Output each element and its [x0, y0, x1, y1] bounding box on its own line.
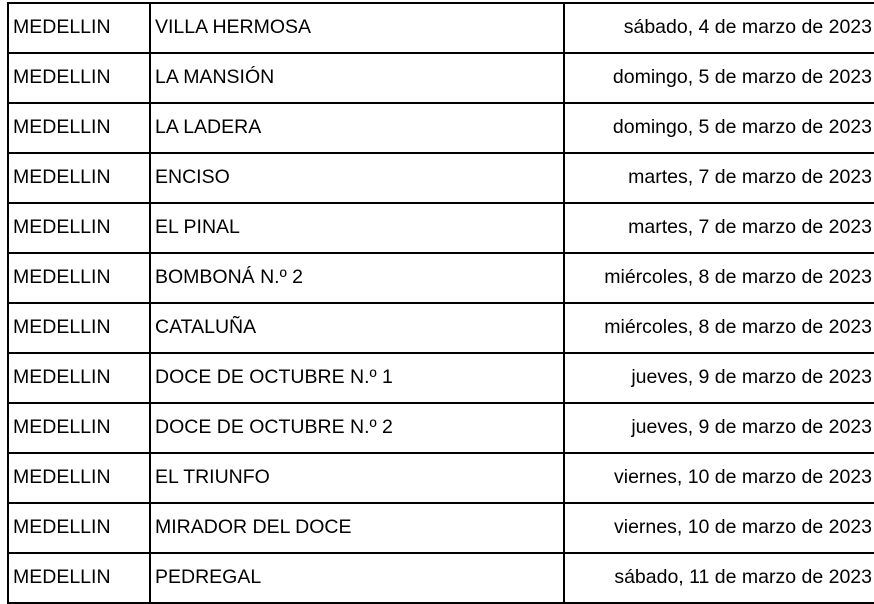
city-cell[interactable]: MEDELLIN: [8, 203, 150, 253]
table-row: [8, 403, 874, 453]
date-cell[interactable]: jueves, 9 de marzo de 2023: [564, 403, 874, 453]
date-cell[interactable]: sábado, 4 de marzo de 2023: [564, 3, 874, 53]
date-cell[interactable]: martes, 7 de marzo de 2023: [564, 203, 874, 253]
place-cell[interactable]: EL TRIUNFO: [150, 453, 564, 503]
table-row: [8, 303, 874, 353]
table-row: [8, 153, 874, 203]
date-cell[interactable]: viernes, 10 de marzo de 2023: [564, 503, 874, 553]
city-cell[interactable]: MEDELLIN: [8, 553, 150, 603]
table-row: [8, 53, 874, 103]
table-row: [8, 103, 874, 153]
place-cell[interactable]: LA LADERA: [150, 103, 564, 153]
place-cell[interactable]: CATALUÑA: [150, 303, 564, 353]
city-cell[interactable]: MEDELLIN: [8, 53, 150, 103]
table-row: [8, 203, 874, 253]
place-cell[interactable]: EL PINAL: [150, 203, 564, 253]
city-cell[interactable]: MEDELLIN: [8, 253, 150, 303]
city-cell[interactable]: MEDELLIN: [8, 403, 150, 453]
city-cell[interactable]: MEDELLIN: [8, 453, 150, 503]
table-row: [8, 353, 874, 403]
date-cell[interactable]: domingo, 5 de marzo de 2023: [564, 53, 874, 103]
schedule-table: [7, 2, 874, 604]
table-row: [8, 553, 874, 603]
place-cell[interactable]: DOCE DE OCTUBRE N.º 2: [150, 403, 564, 453]
date-cell[interactable]: miércoles, 8 de marzo de 2023: [564, 303, 874, 353]
place-cell[interactable]: DOCE DE OCTUBRE N.º 1: [150, 353, 564, 403]
date-cell[interactable]: domingo, 5 de marzo de 2023: [564, 103, 874, 153]
date-cell[interactable]: miércoles, 8 de marzo de 2023: [564, 253, 874, 303]
city-cell[interactable]: MEDELLIN: [8, 3, 150, 53]
place-cell[interactable]: LA MANSIÓN: [150, 53, 564, 103]
date-cell[interactable]: viernes, 10 de marzo de 2023: [564, 453, 874, 503]
place-cell[interactable]: BOMBONÁ N.º 2: [150, 253, 564, 303]
date-cell[interactable]: sábado, 11 de marzo de 2023: [564, 553, 874, 603]
date-cell[interactable]: jueves, 9 de marzo de 2023: [564, 353, 874, 403]
city-cell[interactable]: MEDELLIN: [8, 503, 150, 553]
table-row: [8, 3, 874, 53]
place-cell[interactable]: ENCISO: [150, 153, 564, 203]
city-cell[interactable]: MEDELLIN: [8, 153, 150, 203]
place-cell[interactable]: MIRADOR DEL DOCE: [150, 503, 564, 553]
city-cell[interactable]: MEDELLIN: [8, 303, 150, 353]
place-cell[interactable]: VILLA HERMOSA: [150, 3, 564, 53]
place-cell[interactable]: PEDREGAL: [150, 553, 564, 603]
date-cell[interactable]: martes, 7 de marzo de 2023: [564, 153, 874, 203]
table-row: [8, 253, 874, 303]
city-cell[interactable]: MEDELLIN: [8, 353, 150, 403]
city-cell[interactable]: MEDELLIN: [8, 103, 150, 153]
table-row: [8, 503, 874, 553]
table-row: [8, 453, 874, 503]
